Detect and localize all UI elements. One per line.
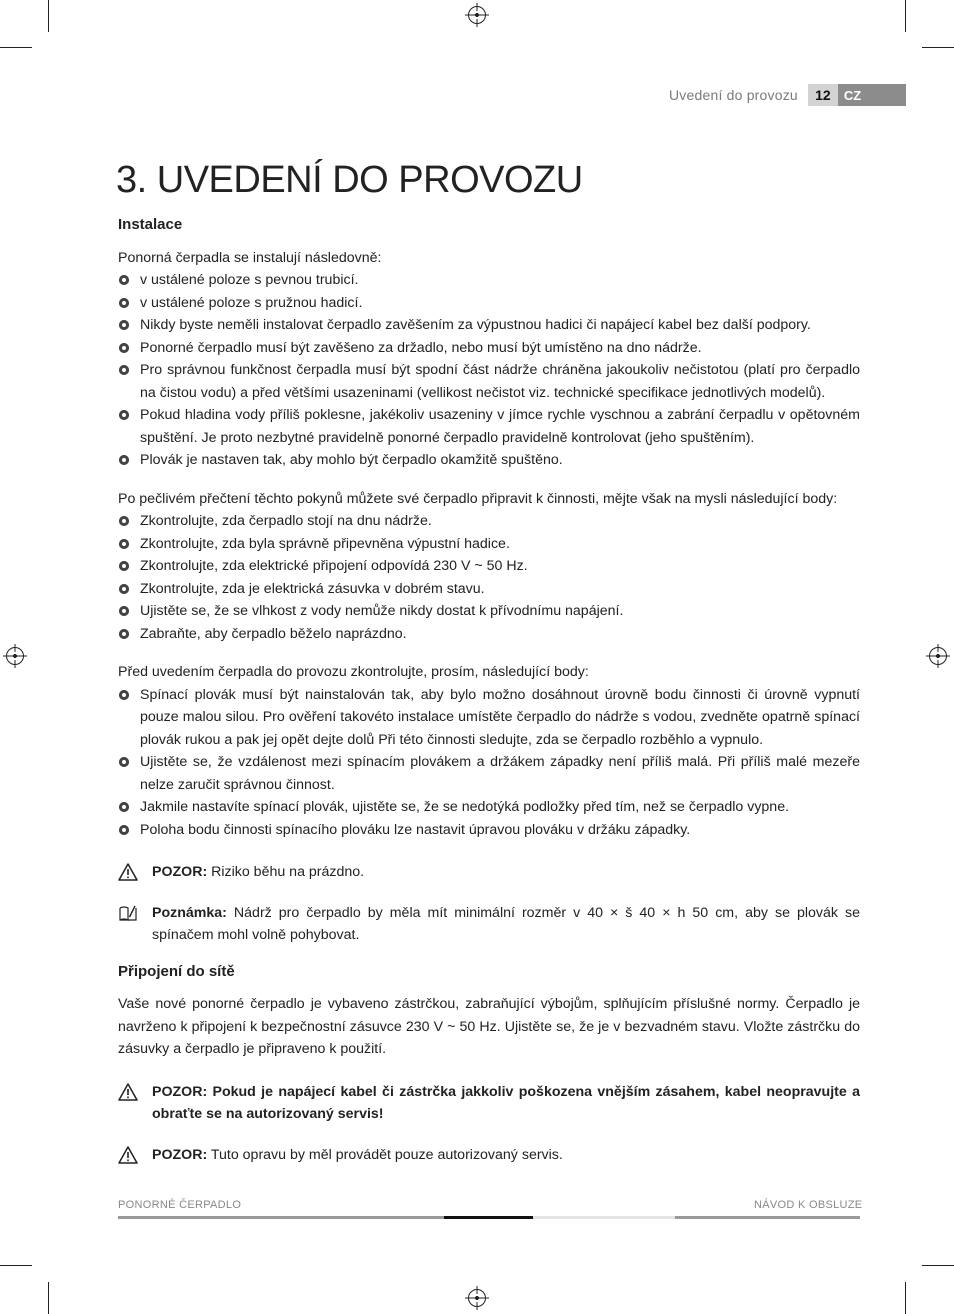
list-item: Zkontrolujte, zda elektrické připojení odpovídá 230 V ~ 50 Hz. — [118, 555, 860, 578]
note-text: Nádrž pro čerpadlo by měla mít minimální rozměr v 40 × š 40 × h 50 cm, aby se plovák se spínačem mohl volně pohybovat. — [152, 904, 860, 943]
footer-divider — [118, 1216, 444, 1219]
list-item: Ponorné čerpadlo musí být zavěšeno za držadlo, nebo musí být umístěno na dno nádrže. — [118, 337, 860, 360]
page-title: 3. UVEDENÍ DO PROVOZU — [116, 159, 583, 201]
header-section-title: Uvedení do provozu — [669, 87, 798, 103]
warning-dry-run — [118, 861, 860, 884]
bullet-icon — [119, 606, 129, 616]
list-item: Zkontrolujte, zda je elektrická zásuvka v dobrém stavu. — [118, 578, 860, 601]
list-item: Nikdy byste neměli instalovat čerpadlo zavěšením za výpustnou hadici či napájecí kabel bez další podpory. — [118, 314, 860, 337]
footer-manual-title: NÁVOD K OBSLUZE — [754, 1199, 863, 1211]
list-item: Pokud hladina vody příliš poklesne, jakékoliv usazeniny v jímce rychle vyschnou a zabrání čerpadlu v opětovném spuštění. Je proto nezbytné pravidelně ponorné čerpadlo pravidelně kontrolovat (jeho spuštěním). — [118, 404, 860, 449]
before-list — [118, 684, 860, 842]
list-item: Spínací plovák musí být nainstalován tak, aby bylo možno dosáhnout úrovně bodu činnosti či úrovně vypnutí pouze malou silou. Pro ověření takovéto instalace umístěte čerpadlo do nádrže s vodou, zvedněte opatrně spínací plovák rukou a pak jej opět dejte dolů Při této činnosti sledujte, zda se čerpadlo rozběhlo a vypnulo. — [118, 684, 860, 752]
crop-mark — [922, 1265, 954, 1266]
warning-service — [118, 1144, 860, 1167]
warning-text: Tuto opravu by měl provádět pouze autorizovaný servis. — [207, 1146, 563, 1163]
registration-mark-icon — [468, 6, 486, 24]
crop-mark — [0, 47, 32, 48]
registration-mark-icon — [6, 647, 24, 665]
list-item: Ujistěte se, že se vlhkost z vody nemůže nikdy dostat k přívodnímu napájení. — [118, 600, 860, 623]
bullet-icon — [119, 584, 129, 594]
warning-label: POZOR: — [152, 864, 208, 880]
bullet-icon — [119, 410, 129, 420]
list-item: Pro správnou funkčnost čerpadla musí být spodní část nádrže chráněna jakoukoliv nečistotou (platí pro čerpadlo na čistou vodu) a před většími usazeninami (vellikost nečistot viz. technické specifikace jednotlivých modelů). — [118, 359, 860, 404]
bullet-icon — [119, 298, 129, 308]
mains-text: Vaše nové ponorné čerpadlo je vybaveno zástrčkou, zabraňující výbojům, splňujícím příslušné normy. Čerpadlo je navrženo k připojení k bezpečnostní zásuvce 230 V ~ 50 Hz. Ujistěte se, že je v bezvadném stavu. Vložte zástrčku do zásuvky a čerpadlo je připraveno k použití. — [118, 996, 860, 1057]
bullet-icon — [119, 516, 129, 526]
note-icon — [118, 904, 138, 922]
crop-mark — [48, 0, 49, 32]
bullet-icon — [119, 275, 129, 285]
section-heading-mains: Připojení do sítě — [118, 962, 235, 980]
list-item: Zkontrolujte, zda byla správně připevněna výpustní hadice. — [118, 533, 860, 556]
crop-mark — [905, 1282, 906, 1314]
warning-icon — [118, 1146, 138, 1164]
bullet-icon — [119, 343, 129, 353]
warning-icon — [118, 863, 138, 881]
crop-mark — [48, 1282, 49, 1314]
note-tank-size — [118, 902, 860, 947]
warning-icon — [118, 1083, 138, 1101]
checks-intro: Po pečlivém přečtení těchto pokynů můžete své čerpadlo připravit k činnosti, mějte však na mysli následující body: — [118, 490, 838, 507]
installation-intro: Ponorná čerpadla se instalují následovně: — [118, 249, 382, 266]
crop-mark — [905, 0, 906, 32]
bullet-icon — [119, 825, 129, 835]
bullet-icon — [119, 455, 129, 465]
footer-product-name: PONORNÉ ČERPADLO — [118, 1199, 242, 1211]
list-item: Jakmile nastavíte spínací plovák, ujistěte se, že se nedotýká podložky před tím, než se čerpadlo vypne. — [118, 796, 860, 819]
crop-mark — [0, 1265, 32, 1266]
list-item: Poloha bodu činnosti spínacího plováku lze nastavit úpravou plováku v držáku západky. — [118, 819, 860, 842]
bullet-icon — [119, 802, 129, 812]
bullet-icon — [119, 539, 129, 549]
page-header — [669, 84, 906, 106]
page-content — [118, 150, 860, 1166]
before-intro: Před uvedením čerpadla do provozu zkontrolujte, prosím, následující body: — [118, 664, 589, 680]
bullet-icon — [119, 690, 129, 700]
installation-list — [118, 269, 860, 472]
note-label: Poznámka: — [152, 904, 227, 921]
list-item: v ustálené poloze s pružnou hadicí. — [118, 292, 860, 315]
page-number: 12 — [808, 84, 838, 106]
list-item: Plovák je nastaven tak, aby mohlo být čerpadlo okamžitě spuštěno. — [118, 449, 860, 472]
warning-label: POZOR: — [152, 1146, 208, 1163]
warning-text-bold: POZOR: Pokud je napájecí kabel či zástrčka jakkoliv poškozena vnějším zásahem, kabel neopravujte a obraťte se na autorizovaný servis! — [152, 1083, 860, 1122]
bullet-icon — [119, 757, 129, 767]
crop-mark — [922, 47, 954, 48]
warning-text: Riziko běhu na prázdno. — [207, 864, 365, 880]
footer-divider — [444, 1216, 533, 1219]
language-badge: CZ — [838, 84, 906, 106]
warning-cable — [118, 1081, 860, 1126]
list-item: Zkontrolujte, zda čerpadlo stojí na dnu nádrže. — [118, 510, 860, 533]
bullet-icon — [119, 365, 129, 375]
footer-divider — [533, 1216, 675, 1219]
list-item: v ustálené poloze s pevnou trubicí. — [118, 269, 860, 292]
bullet-icon — [119, 561, 129, 571]
list-item: Ujistěte se, že vzdálenost mezi spínacím plovákem a držákem západky není příliš malá. Při příliš malé mezeře nelze zaručit správnou činnost. — [118, 751, 860, 796]
registration-mark-icon — [929, 647, 947, 665]
bullet-icon — [119, 320, 129, 330]
bullet-icon — [119, 629, 129, 639]
list-item: Zabraňte, aby čerpadlo běželo naprázdno. — [118, 623, 860, 646]
section-heading-installation: Instalace — [118, 216, 183, 233]
footer-divider — [675, 1216, 860, 1219]
checks-list — [118, 510, 860, 645]
registration-mark-icon — [468, 1289, 486, 1307]
